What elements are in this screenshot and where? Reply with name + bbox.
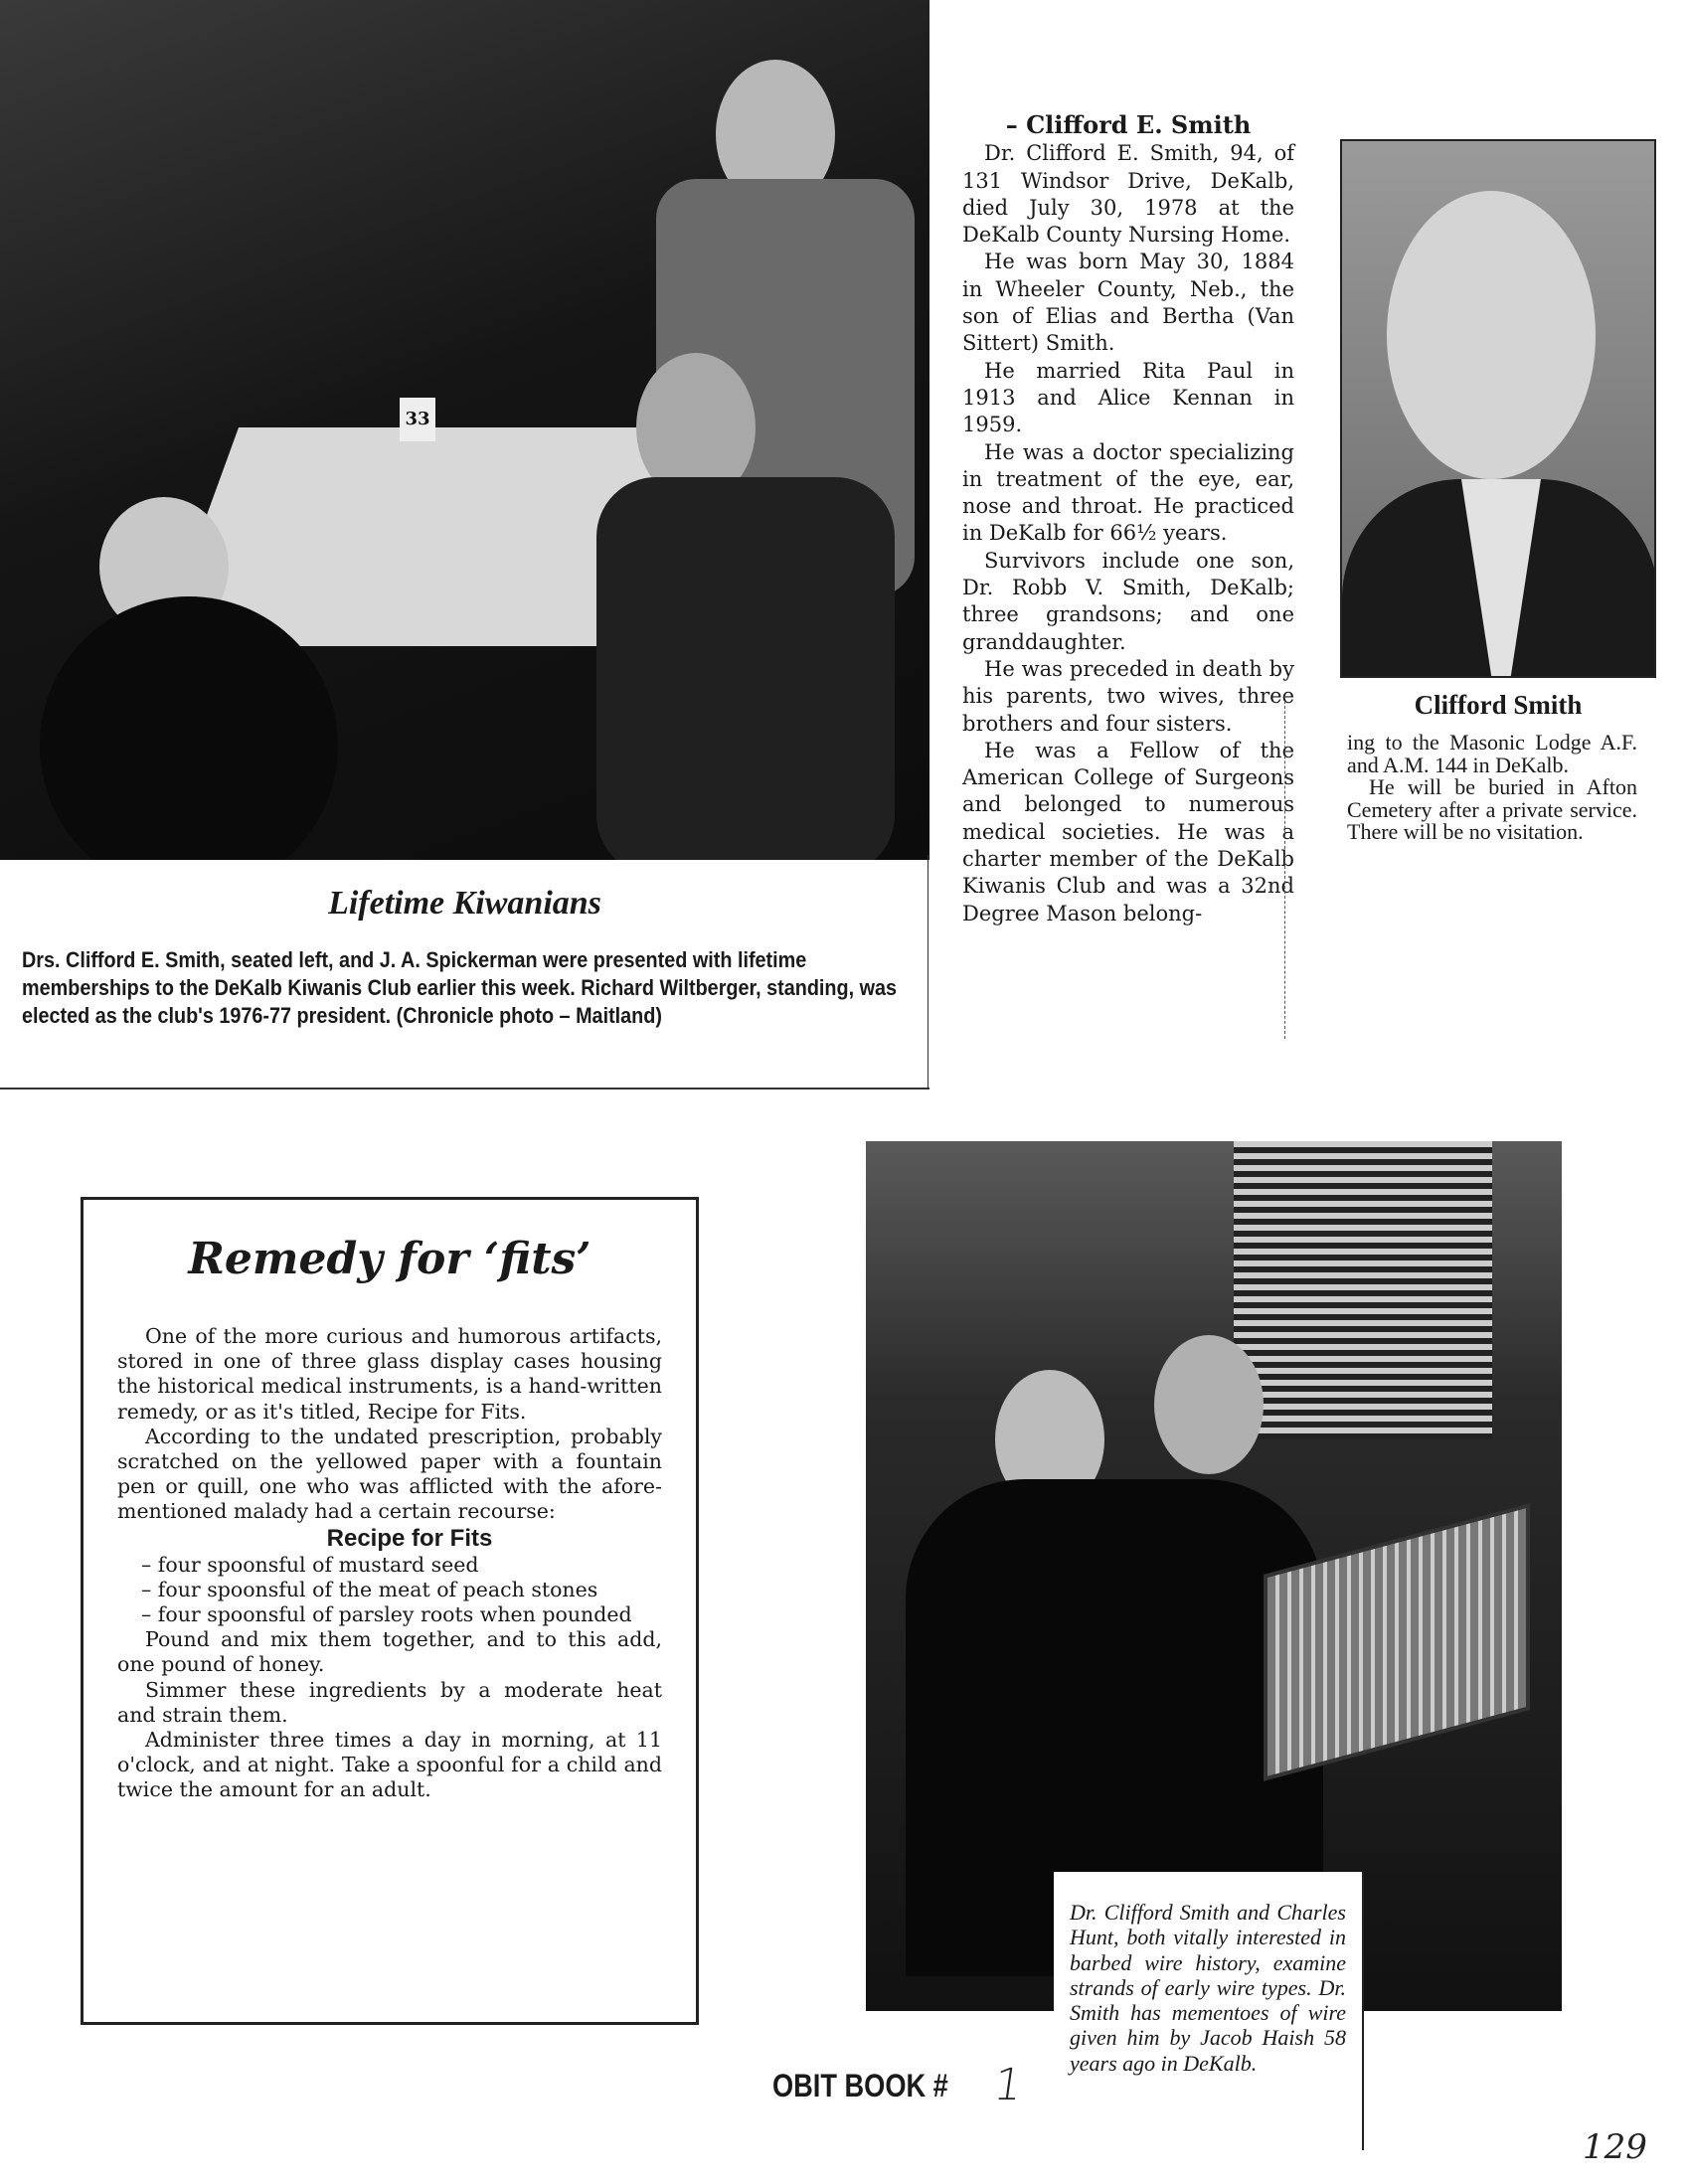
obituary-paragraph: He was preceded in death by his parents, two wives, three brothers and four sisters. [962,656,1294,736]
section-divider [0,1088,929,1090]
obituary-continued-paragraph: He will be buried in Afton Cemetery after a private service. There will be no visitation. [1347,774,1637,845]
obituary-continued [1347,732,1637,844]
barbed-wire-caption [1054,1872,1364,2150]
kiwanis-photo [0,0,929,860]
recipe-ingredient: – four spoonsful of the meat of peach stones [141,1577,598,1601]
man-right-head [1154,1335,1264,1474]
remedy-paragraph: One of the more curious and humorous artifacts, stored in one of three glass display cases housing the historical medical instruments, is a hand-written remedy, or as it's titled, Recipe for Fits. [117,1324,662,1424]
window-blinds [1234,1141,1492,1439]
seated-man-right-body [596,477,895,860]
remedy-title: Remedy for ‘fits’ [188,1234,591,1284]
obituary-column [962,111,1294,927]
portrait-caption: Clifford Smith [1414,690,1583,720]
remedy-article [81,1197,699,2025]
obituary-paragraph: He was born May 30, 1884 in Wheeler County, Neb., the son of Elias and Bertha (Van Sittert) Smith. [962,250,1294,356]
recipe-title: Recipe for Fits [326,1524,493,1552]
obituary-rule [1284,696,1286,1039]
obituary-continued-paragraph: ing to the Masonic Lodge A.F. and A.M. 144 in DeKalb. [1347,730,1637,777]
obituary-paragraph: Survivors include one son, Dr. Robb V. Smith, DeKalb; three grandsons; and one granddaughter. [962,548,1294,654]
portrait-face [1387,191,1596,479]
obit-book-text: OBIT BOOK # [772,2068,948,2103]
obit-book-label [772,2068,948,2104]
recipe-instruction: Simmer these ingredients by a moderate heat and strain them. [117,1677,662,1727]
obituary-title: – Clifford E. Smith [1005,110,1252,139]
kiwanis-headline: Lifetime Kiwanians [328,885,601,922]
remedy-paragraph: According to the undated prescription, probably scratched on the yellowed paper with a fountain pen or quill, one who was afflicted with the afore-mentioned malady had a certain recourse: [117,1424,662,1524]
obituary-paragraph: He was a doctor specializing in treatment of the eye, ear, nose and throat. He practiced in DeKalb for 66½ years. [962,439,1294,546]
portrait-photo [1340,139,1656,678]
obituary-paragraph: He married Rita Paul in 1913 and Alice Kennan in 1959. [962,358,1294,437]
recipe-instruction: Pound and mix them together, and to this add, one pound of honey. [117,1627,662,1677]
obit-book-number: 1 [990,2060,1026,2110]
table-number-card: 33 [400,398,435,441]
recipe-instruction: Administer three times a day in morning, at 11 o'clock, and at night. Take a spoonful for a child and twice the amount for an adult. [117,1728,662,1802]
kiwanis-caption: Drs. Clifford E. Smith, seated left, and J. A. Spickerman were presented with lifetime memberships to the DeKalb Kiwanis Club earlier this week. Richard Wiltberger, standing, was elected as the club's 1976-77 president. (Chronicle photo – Maitland) [22,947,898,1028]
page-number: 129 [1583,2127,1647,2167]
obituary-paragraph: He was a Fellow of the American College of Surgeons and belonged to numerous medical societies. He was a charter member of the DeKalb Kiwanis Club and was a 32nd Degree Mason belong- [962,738,1294,925]
obituary-paragraph: Dr. Clifford E. Smith, 94, of 131 Windsor Drive, DeKalb, died July 30, 1978 at the DeKalb County Nursing Home. [962,141,1294,248]
recipe-ingredient: – four spoonsful of parsley roots when pounded [141,1602,632,1627]
recipe-ingredient: – four spoonsful of mustard seed [141,1552,479,1577]
barbed-wire-caption-text: Dr. Clifford Smith and Charles Hunt, both vitally interested in barbed wire history, examine strands of early wire types. Dr. Smith has mementoes of wire given him by Jacob Haish 58 years ago in DeKalb. [1070,1900,1346,2076]
